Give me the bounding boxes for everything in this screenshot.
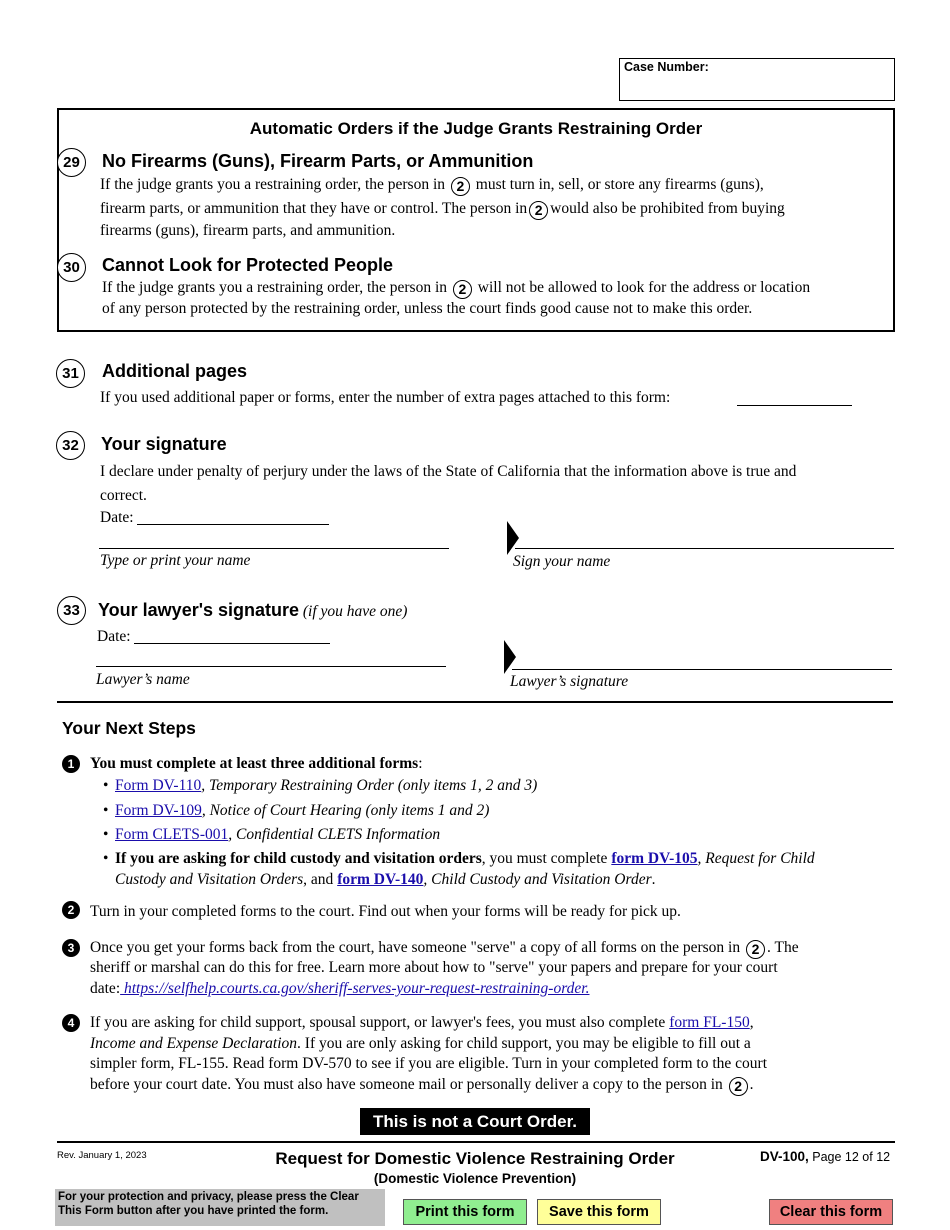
footer-divider	[57, 1141, 895, 1143]
item-number-33: 33	[57, 596, 86, 625]
date-field[interactable]	[137, 524, 329, 525]
item-32-text-1: I declare under penalty of perjury under the laws of the State of California that the information above is true and	[100, 463, 797, 480]
lawyer-date-label: Date:	[97, 628, 131, 645]
item-number-29: 29	[57, 148, 86, 177]
step-4-icon: 4	[62, 1014, 80, 1032]
item-29-line-1: If the judge grants you a restraining order, the person in 2 must turn in, sell, or store any firearms (guns),	[100, 176, 764, 194]
extra-pages-field[interactable]	[737, 405, 852, 406]
revision-date: Rev. January 1, 2023	[57, 1150, 147, 1161]
person-ref-icon: 2	[729, 1077, 748, 1096]
lawyer-name-field[interactable]	[96, 666, 446, 667]
item-29-heading: No Firearms (Guns), Firearm Parts, or Ammunition	[102, 151, 534, 171]
date-label: Date:	[100, 509, 134, 526]
step-1-lead: You must complete at least three additional forms:	[90, 755, 423, 772]
step-1-icon: 1	[62, 755, 80, 773]
sign-caption: Sign your name	[513, 553, 611, 570]
step-4-line-1: If you are asking for child support, spousal support, or lawyer's fees, you must also complete form FL-150,	[90, 1014, 754, 1031]
person-ref-icon: 2	[529, 201, 548, 220]
case-number-label: Case Number:	[624, 60, 709, 74]
form-fl-150-link[interactable]: form FL-150	[669, 1014, 750, 1031]
not-court-order-banner: This is not a Court Order.	[360, 1108, 590, 1135]
your-signature-field[interactable]	[515, 548, 894, 549]
save-button[interactable]: Save this form	[537, 1199, 661, 1225]
form-dv-109-link[interactable]: Form DV-109	[115, 802, 202, 819]
step-2-icon: 2	[62, 901, 80, 919]
item-31-heading: Additional pages	[102, 361, 248, 381]
step-4-line-4: before your court date. You must also have someone mail or personally deliver a copy to the person in 2 .	[90, 1076, 754, 1094]
item-30-heading: Cannot Look for Protected People	[102, 255, 394, 275]
step-3-icon: 3	[62, 939, 80, 957]
form-subtitle: (Domestic Violence Prevention)	[373, 1171, 577, 1186]
step-1-bullet-1: • Form DV-110, Temporary Restraining Order (only items 1, 2 and 3)	[115, 774, 537, 797]
item-30-line-2: of any person protected by the restraining order, unless the court finds good cause not to make this order.	[102, 300, 753, 317]
step-1-bullet-4-cont: Custody and Visitation Orders, and form DV-140, Child Custody and Visitation Order.	[115, 871, 656, 888]
item-number-30: 30	[57, 253, 86, 282]
step-3-line-2: sheriff or marshal can do this for free. Learn more about how to "serve" your papers and prepare for your court	[90, 959, 778, 976]
case-number-box[interactable]	[619, 58, 895, 101]
item-33-heading: Your lawyer's signature (if you have one)	[98, 600, 408, 620]
next-steps-title: Your Next Steps	[62, 718, 196, 738]
form-dv-140-link[interactable]: form DV-140	[337, 871, 424, 888]
step-4-line-2: Income and Expense Declaration. If you are only asking for child support, you may be eligible to fill out a	[90, 1035, 751, 1052]
item-32-heading: Your signature	[101, 434, 227, 454]
form-clets-001-link[interactable]: Form CLETS-001	[115, 826, 229, 843]
step-1-bullet-3: • Form CLETS-001, Confidential CLETS Information	[115, 823, 440, 846]
step-4-line-3: simpler form, FL-155. Read form DV-570 to see if you are eligible. Turn in your completed form to the court	[90, 1055, 767, 1072]
automatic-orders-title: Automatic Orders if the Judge Grants Restraining Order	[249, 119, 703, 138]
print-button[interactable]: Print this form	[403, 1199, 527, 1225]
clear-button[interactable]: Clear this form	[769, 1199, 893, 1225]
person-ref-icon: 2	[453, 280, 472, 299]
item-number-31: 31	[56, 359, 85, 388]
item-number-32: 32	[56, 431, 85, 460]
lawyer-name-caption: Lawyer’s name	[96, 671, 190, 688]
lawyer-date-field[interactable]	[134, 643, 330, 644]
form-title: Request for Domestic Violence Restraining Order	[275, 1149, 675, 1168]
step-3-line-3: date: https://selfhelp.courts.ca.gov/sheriff-serves-your-request-restraining-order.	[90, 980, 590, 997]
item-32-text-2: correct.	[100, 487, 147, 504]
section-divider	[57, 701, 893, 703]
step-1-bullet-4: • If you are asking for child custody and visitation orders, you must complete form DV-105, Request for Child	[115, 847, 815, 870]
item-29-line-3: firearms (guns), firearm parts, and ammunition.	[100, 222, 396, 239]
step-2-text: Turn in your completed forms to the court. Find out when your forms will be ready for pick up.	[90, 903, 681, 920]
item-30-line-1: If the judge grants you a restraining order, the person in 2 will not be allowed to look for the address or location	[102, 279, 811, 297]
page-number: DV-100, Page 12 of 12	[760, 1149, 891, 1164]
step-1-bullet-2: • Form DV-109, Notice of Court Hearing (only items 1 and 2)	[115, 799, 489, 822]
privacy-notice: For your protection and privacy, please press the Clear This Form button after you have printed the form.	[55, 1189, 385, 1226]
your-name-caption: Type or print your name	[100, 552, 251, 569]
form-dv-110-link[interactable]: Form DV-110	[115, 777, 202, 794]
sheriff-serves-link[interactable]: https://selfhelp.courts.ca.gov/sheriff-serves-your-request-restraining-order.	[120, 980, 590, 997]
person-ref-icon: 2	[451, 177, 470, 196]
step-3-line-1: Once you get your forms back from the court, have someone "serve" a copy of all forms on the person in 2 . The	[90, 939, 799, 957]
form-dv-105-link[interactable]: form DV-105	[611, 850, 698, 867]
lawyer-sign-caption: Lawyer’s signature	[510, 673, 629, 690]
person-ref-icon: 2	[746, 940, 765, 959]
item-31-text: If you used additional paper or forms, enter the number of extra pages attached to this form:	[100, 389, 671, 406]
item-29-line-2: firearm parts, or ammunition that they have or control. The person in 2 would also be prohibited from buying	[100, 200, 785, 218]
